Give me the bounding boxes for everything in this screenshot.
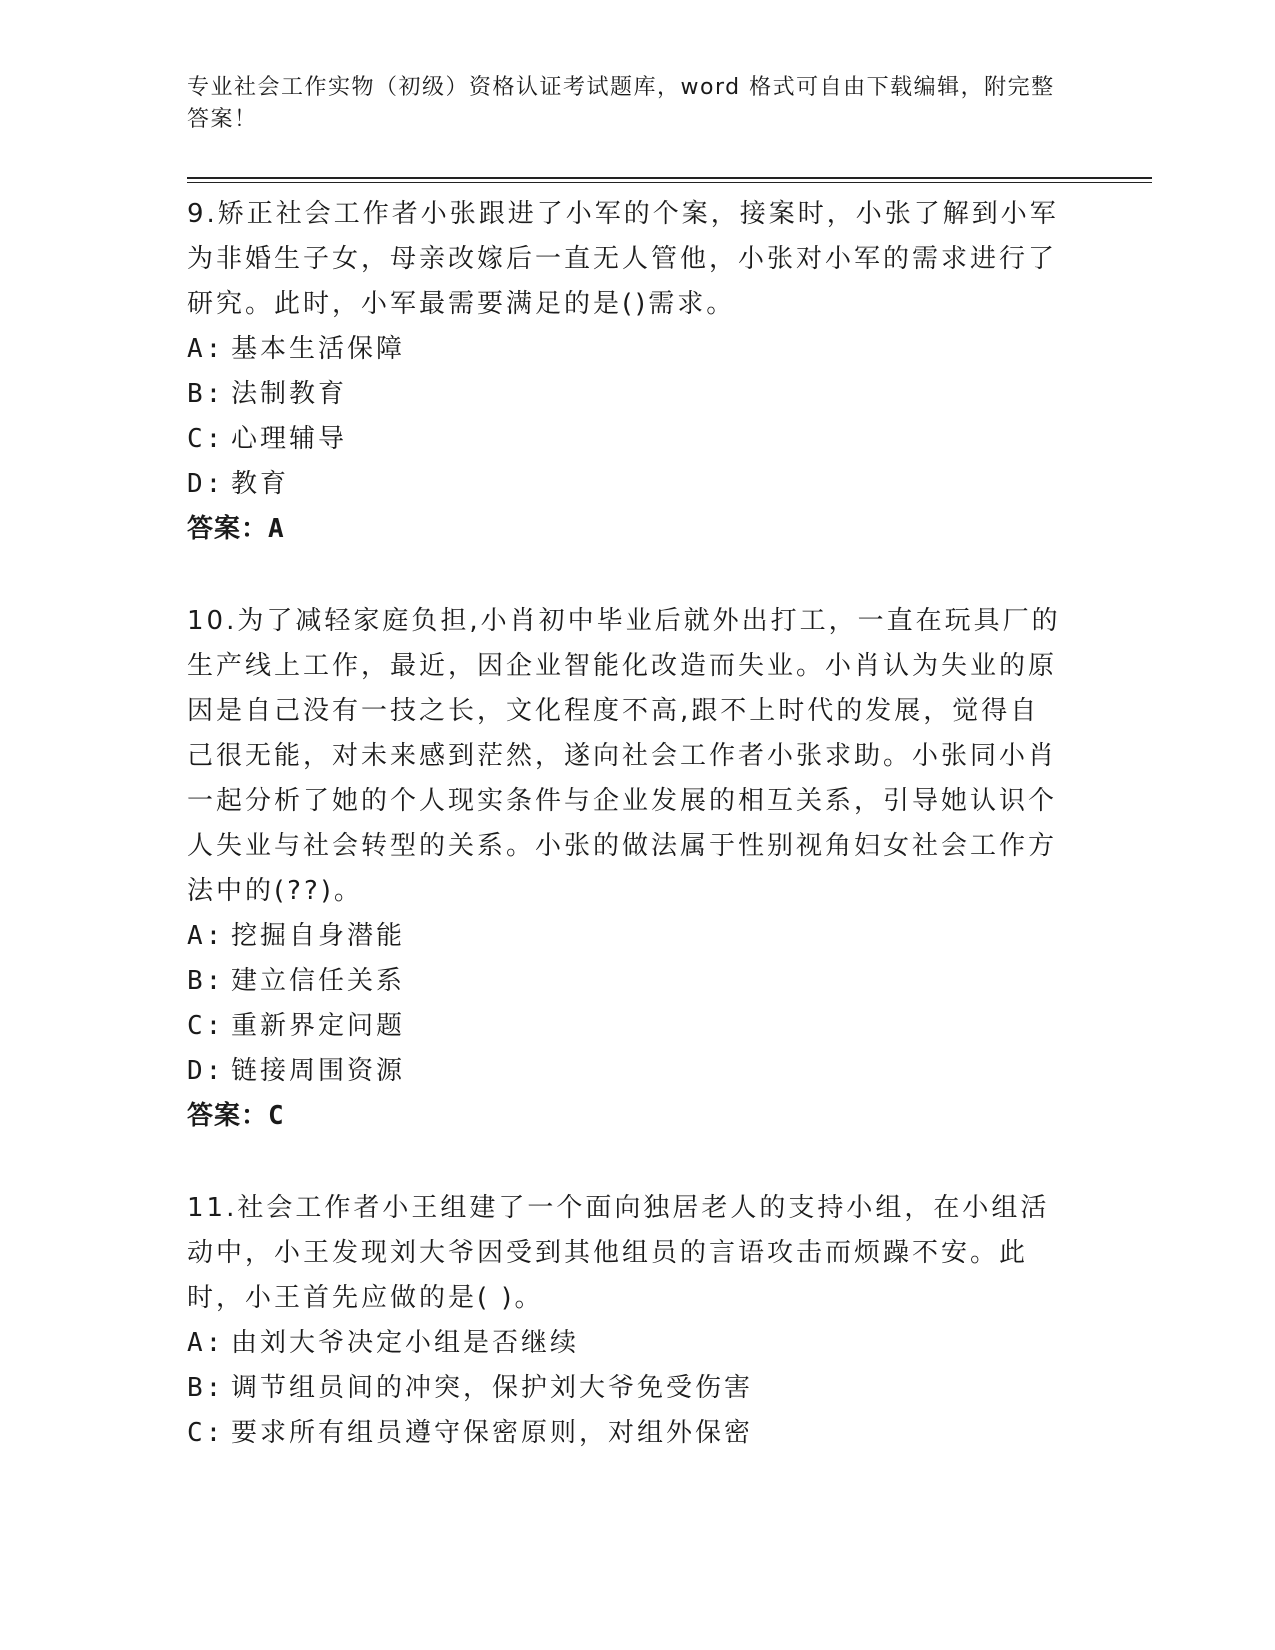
question-list [187, 192, 1067, 1503]
question-9 [187, 192, 1067, 552]
question-11 [187, 1186, 1067, 1456]
option-text: 基本生活保障 [231, 334, 406, 364]
option-a [187, 327, 1067, 372]
option-text: 调节组员间的冲突，保护刘大爷免受伤害 [231, 1373, 754, 1403]
option-letter: A: [187, 334, 225, 364]
option-text: 建立信任关系 [231, 966, 406, 996]
header-rule-thin [187, 182, 1152, 183]
question-stem: 11.社会工作者小王组建了一个面向独居老人的支持小组，在小组活动中，小王发现刘大爷因受到其他组员的言语攻击而烦躁不安。此时，小王首先应做的是( )。 [187, 1193, 1050, 1313]
option-text: 教育 [231, 469, 290, 499]
answer-value: C [268, 1101, 285, 1131]
option-c [187, 417, 1067, 462]
option-d [187, 1049, 1067, 1094]
option-text: 由刘大爷决定小组是否继续 [231, 1328, 580, 1358]
question-10 [187, 599, 1067, 1139]
answer-label: 答案： [187, 1101, 269, 1131]
option-b [187, 1366, 1067, 1411]
option-a [187, 914, 1067, 959]
option-letter: A: [187, 921, 225, 951]
answer-line [187, 507, 1067, 552]
answer-label: 答案： [187, 514, 269, 544]
option-b [187, 959, 1067, 1004]
option-text: 要求所有组员遵守保密原则，对组外保密 [231, 1418, 754, 1448]
option-d [187, 462, 1067, 507]
option-text: 挖掘自身潜能 [231, 921, 406, 951]
option-text: 心理辅导 [231, 424, 348, 454]
option-letter: A: [187, 1328, 225, 1358]
option-b [187, 372, 1067, 417]
option-c [187, 1004, 1067, 1049]
option-letter: C: [187, 424, 225, 454]
option-a [187, 1321, 1067, 1366]
option-letter: C: [187, 1011, 225, 1041]
option-letter: D: [187, 1056, 225, 1086]
option-letter: B: [187, 1373, 225, 1403]
page-header: 专业社会工作实物（初级）资格认证考试题库，word 格式可自由下载编辑，附完整答案！ [187, 75, 1055, 132]
option-letter: D: [187, 469, 225, 499]
header-rule-thick [187, 177, 1152, 179]
option-letter: B: [187, 966, 225, 996]
option-text: 链接周围资源 [231, 1056, 406, 1086]
answer-value: A [268, 514, 285, 544]
option-letter: C: [187, 1418, 225, 1448]
question-stem: 9.矫正社会工作者小张跟进了小军的个案，接案时，小张了解到小军为非婚生子女，母亲改嫁后一直无人管他，小张对小军的需求进行了研究。此时，小军最需要满足的是()需求。 [187, 199, 1059, 319]
option-text: 重新界定问题 [231, 1011, 406, 1041]
question-stem: 10.为了减轻家庭负担,小肖初中毕业后就外出打工，一直在玩具厂的生产线上工作，最近，因企业智能化改造而失业。小肖认为失业的原因是自己没有一技之长，文化程度不高,跟不上时代的发展，觉得自己很无能，对未来感到茫然，遂向社会工作者小张求助。小张同小肖一起分析了她的个人现实条件与企业发展的相互关系，引导她认识个人失业与社会转型的关系。小张的做法属于性别视角妇女社会工作方法中的(??)。 [187, 606, 1061, 906]
option-letter: B: [187, 379, 225, 409]
option-c [187, 1411, 1067, 1456]
option-text: 法制教育 [231, 379, 348, 409]
answer-line [187, 1094, 1067, 1139]
